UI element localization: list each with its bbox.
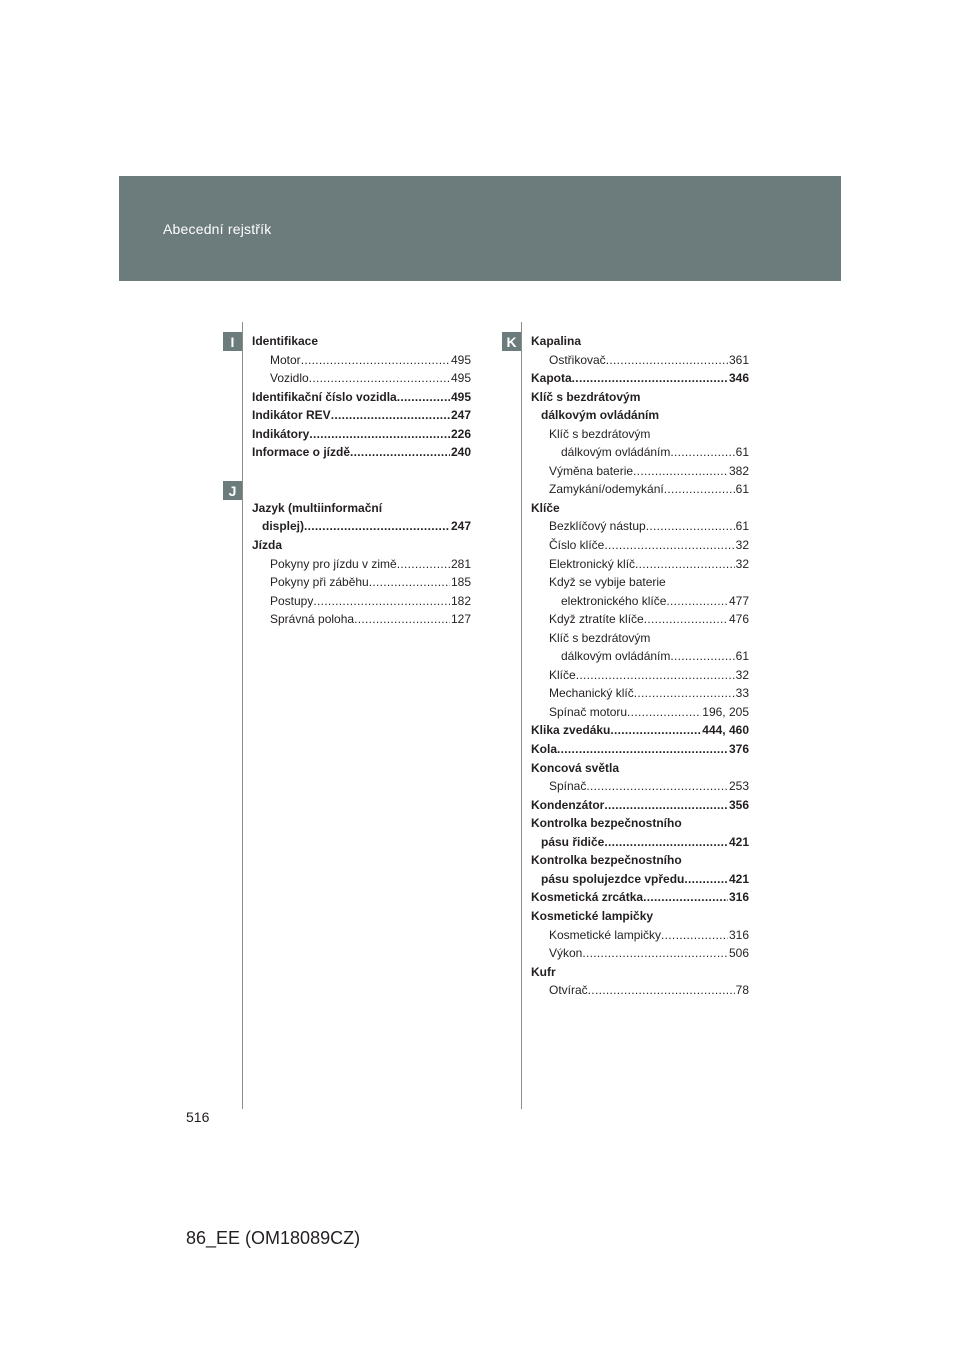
index-entry: Motor ..... 495 bbox=[252, 351, 471, 370]
index-entry: elektronického klíče ..... 477 bbox=[531, 592, 749, 611]
index-heading: Jazyk (multiinformační bbox=[252, 500, 383, 515]
index-column-right bbox=[531, 332, 749, 1000]
index-entry: Vozidlo ..... 495 bbox=[252, 369, 471, 388]
section-title: Abecední rejstřík bbox=[163, 221, 272, 237]
index-heading: Kosmetické lampičky bbox=[531, 908, 654, 923]
index-subheading: Klíč s bezdrátovým bbox=[549, 426, 651, 441]
index-entry: Indikátor REV ..... 247 bbox=[252, 406, 471, 425]
index-entry: Když ztratíte klíče ..... 476 bbox=[531, 610, 749, 629]
index-entry: Klika zvedáku ..... 444, 460 bbox=[531, 721, 749, 740]
column-divider-right bbox=[521, 322, 522, 1109]
index-entry: Číslo klíče ..... 32 bbox=[531, 536, 749, 555]
index-entry: Otvírač ..... 78 bbox=[531, 981, 749, 1000]
index-entry: Správná poloha ..... 127 bbox=[252, 610, 471, 629]
index-heading: Jízda bbox=[252, 538, 283, 553]
index-entry: Kola ..... 376 bbox=[531, 740, 749, 759]
index-column-left bbox=[252, 332, 471, 629]
index-entry: Výkon ..... 506 bbox=[531, 944, 749, 963]
index-entry: pásu spolujezdce vpředu ..... 421 bbox=[531, 870, 749, 889]
header-band bbox=[119, 176, 841, 281]
document-code: 86_EE (OM18089CZ) bbox=[186, 1228, 361, 1248]
index-entry: Ostřikovač ..... 361 bbox=[531, 351, 749, 370]
index-heading: Kontrolka bezpečnostního bbox=[531, 853, 682, 868]
index-heading: dálkovým ovládáním bbox=[541, 408, 660, 423]
column-divider-left bbox=[242, 322, 243, 1109]
letter-tab-j: J bbox=[223, 481, 242, 500]
index-subheading: Když se vybije baterie bbox=[549, 575, 666, 590]
index-entry: Spínač motoru ..... 196, 205 bbox=[531, 703, 749, 722]
index-heading: Kontrolka bezpečnostního bbox=[531, 816, 682, 831]
index-heading: Kapalina bbox=[531, 334, 582, 348]
index-entry: Informace o jízdě ..... 240 bbox=[252, 443, 471, 462]
index-subheading: Klíč s bezdrátovým bbox=[549, 630, 651, 645]
index-entry: Postupy ..... 182 bbox=[252, 592, 471, 611]
index-entry: Klíče ..... 32 bbox=[531, 666, 749, 685]
index-entry: Spínač ..... 253 bbox=[531, 777, 749, 796]
index-entry: dálkovým ovládáním ..... 61 bbox=[531, 647, 749, 666]
index-heading: Klíč s bezdrátovým bbox=[531, 389, 641, 404]
index-entry: Pokyny při záběhu ..... 185 bbox=[252, 573, 471, 592]
letter-tab-i: I bbox=[223, 332, 242, 351]
index-entry: Výměna baterie ..... 382 bbox=[531, 462, 749, 481]
index-entry: Pokyny pro jízdu v zimě ..... 281 bbox=[252, 555, 471, 574]
index-entry: dálkovým ovládáním ..... 61 bbox=[531, 443, 749, 462]
index-entry: Kondenzátor ..... 356 bbox=[531, 796, 749, 815]
index-entry: Bezklíčový nástup ..... 61 bbox=[531, 517, 749, 536]
index-entry: Mechanický klíč ..... 33 bbox=[531, 684, 749, 703]
index-entry: displej) ..... 247 bbox=[252, 517, 471, 536]
page-number: 516 bbox=[186, 1109, 210, 1125]
index-heading: Koncová světla bbox=[531, 760, 620, 775]
index-heading: Klíče bbox=[531, 500, 560, 515]
index-entry: Kosmetická zrcátka ..... 316 bbox=[531, 888, 749, 907]
index-entry: Kosmetické lampičky ..... 316 bbox=[531, 926, 749, 945]
index-heading: Identifikace bbox=[252, 334, 319, 348]
letter-tab-k: K bbox=[502, 332, 521, 351]
index-heading: Kufr bbox=[531, 964, 556, 979]
index-entry: Zamykání/odemykání ..... 61 bbox=[531, 480, 749, 499]
index-entry: Kapota ..... 346 bbox=[531, 369, 749, 388]
index-entry: Indikátory ..... 226 bbox=[252, 425, 471, 444]
index-entry: Identifikační číslo vozidla ..... 495 bbox=[252, 388, 471, 407]
index-entry: Elektronický klíč ..... 32 bbox=[531, 555, 749, 574]
index-entry: pásu řidiče ..... 421 bbox=[531, 833, 749, 852]
